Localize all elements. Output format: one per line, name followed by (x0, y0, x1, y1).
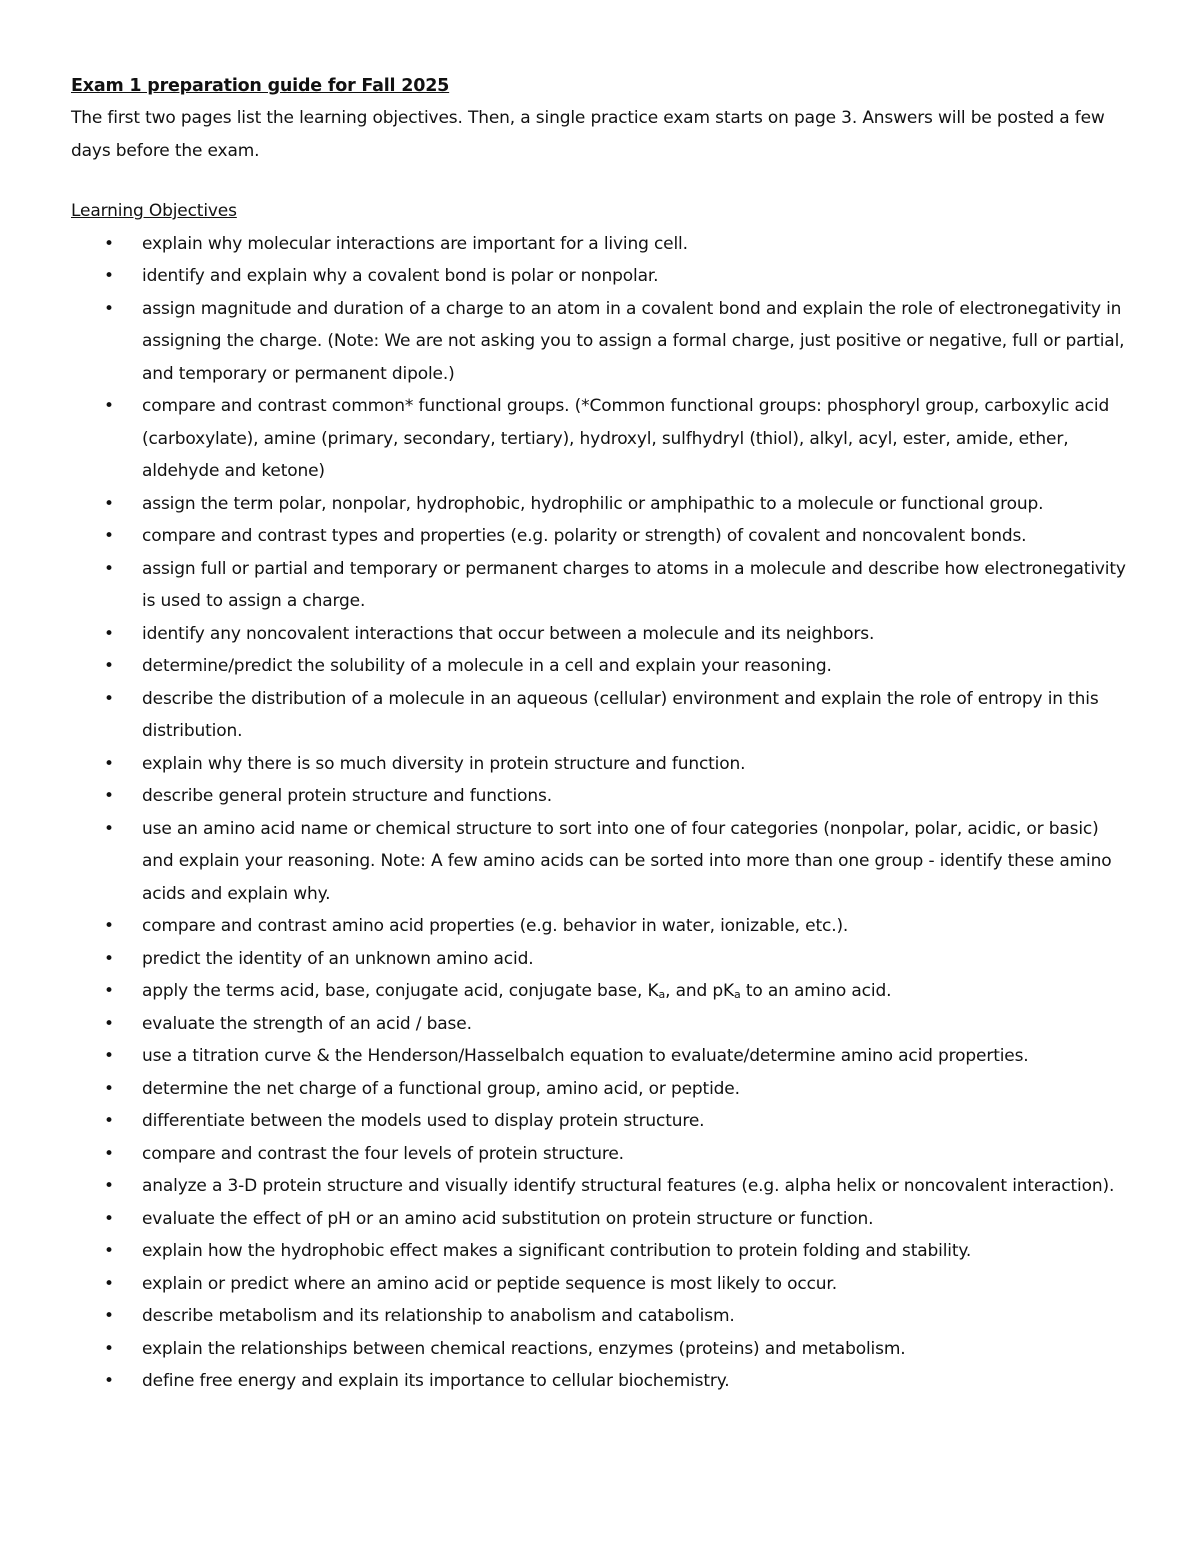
objective-text: compare and contrast common* functional groups. (*Common functional groups: phosphoryl group, carboxylic acid (carboxylate), amine (primary, secondary, tertiary), hydroxyl, sulfhydryl (thiol), alkyl, acyl, ester, amide, ether, aldehyde and ketone) (142, 396, 1110, 481)
list-item (71, 650, 1130, 683)
bullet-icon: • (104, 1338, 114, 1359)
objective-text: explain the relationships between chemical reactions, enzymes (proteins) and metabolism. (142, 1338, 906, 1359)
bullet-icon: • (104, 1273, 114, 1294)
list-item (71, 1203, 1130, 1236)
objective-text: assign full or partial and temporary or permanent charges to atoms in a molecule and describe how electronegativity is used to assign a charge. (142, 558, 1126, 611)
bullet-icon: • (104, 1241, 114, 1261)
bullet-icon: • (104, 1013, 114, 1034)
objective-text: define free energy and explain its importance to cellular biochemistry. (142, 1371, 730, 1391)
bullet-icon: • (104, 1176, 114, 1196)
objective-text: evaluate the strength of an acid / base. (142, 1013, 472, 1034)
section-heading-learning-objectives: Learning Objectives (71, 201, 237, 221)
list-item (71, 975, 1130, 1008)
list-item (71, 293, 1130, 391)
objective-text: determine/predict the solubility of a molecule in a cell and explain your reasoning. (142, 656, 832, 676)
objective-text: describe general protein structure and functions. (142, 786, 552, 806)
bullet-icon: • (104, 558, 114, 579)
bullet-icon: • (104, 786, 114, 806)
subscript-a: a (734, 988, 741, 1001)
objective-text: explain how the hydrophobic effect makes a significant contribution to protein folding and stability. (142, 1241, 972, 1261)
objective-text: evaluate the effect of pH or an amino acid substitution on protein structure or function. (142, 1208, 874, 1229)
bullet-icon: • (104, 1046, 114, 1066)
list-item (71, 1138, 1130, 1171)
bullet-icon: • (104, 298, 114, 319)
bullet-icon: • (104, 1078, 114, 1099)
bullet-icon: • (104, 493, 114, 514)
objective-text: use an amino acid name or chemical structure to sort into one of four categories (nonpolar, polar, acidic, or basic) and explain your reasoning. Note: A few amino acids can be sorted into more than one group - identify these amino acids and explain why. (142, 818, 1112, 904)
objective-text: compare and contrast amino acid properties (e.g. behavior in water, ionizable, etc.). (142, 916, 849, 936)
bullet-icon: • (104, 948, 114, 969)
list-item (71, 813, 1130, 911)
list-item (71, 1040, 1130, 1073)
objective-text: describe metabolism and its relationship to anabolism and catabolism. (142, 1306, 735, 1326)
list-item (71, 1300, 1130, 1333)
objective-text: identify and explain why a covalent bond is polar or nonpolar. (142, 266, 659, 286)
bullet-icon: • (104, 233, 114, 254)
list-item (71, 1268, 1130, 1301)
bullet-icon: • (104, 266, 114, 286)
bullet-icon: • (104, 753, 114, 774)
intro-paragraph: The first two pages list the learning objectives. Then, a single practice exam starts on page 3. Answers will be posted a few days before the exam. (71, 108, 1105, 161)
list-item (71, 943, 1130, 976)
objective-text: explain why there is so much diversity in protein structure and function. (142, 753, 746, 774)
bullet-icon: • (104, 396, 114, 416)
bullet-icon: • (104, 818, 114, 839)
list-item (71, 1235, 1130, 1268)
objective-text: use a titration curve & the Henderson/Hasselbalch equation to evaluate/determine amino acid properties. (142, 1046, 1029, 1066)
objective-text: explain why molecular interactions are important for a living cell. (142, 233, 688, 254)
bullet-icon: • (104, 1306, 114, 1326)
objective-text: compare and contrast the four levels of protein structure. (142, 1143, 624, 1164)
learning-objectives-list (71, 228, 1130, 1398)
bullet-icon: • (104, 526, 114, 546)
list-item (71, 618, 1130, 651)
objective-text-part: apply the terms acid, base, conjugate acid, conjugate base, K (142, 981, 659, 1001)
bullet-icon: • (104, 656, 114, 676)
list-item (71, 748, 1130, 781)
bullet-icon: • (104, 1111, 114, 1131)
document-title: Exam 1 preparation guide for Fall 2025 (71, 76, 450, 96)
list-item (71, 1170, 1130, 1203)
objective-text: identify any noncovalent interactions that occur between a molecule and its neighbors. (142, 623, 875, 644)
list-item (71, 1008, 1130, 1041)
objective-text: compare and contrast types and properties (e.g. polarity or strength) of covalent and noncovalent bonds. (142, 526, 1027, 546)
subscript-a: a (658, 988, 666, 1001)
list-item (71, 260, 1130, 293)
list-item (71, 520, 1130, 553)
list-item (71, 910, 1130, 943)
list-item (71, 683, 1130, 748)
objective-text: assign the term polar, nonpolar, hydrophobic, hydrophilic or amphipathic to a molecule or functional group. (142, 493, 1044, 514)
objective-text-part: to an amino acid. (740, 981, 892, 1001)
bullet-icon: • (104, 688, 114, 709)
objective-text: explain or predict where an amino acid or peptide sequence is most likely to occur. (142, 1273, 837, 1294)
objective-text: differentiate between the models used to display protein structure. (142, 1111, 705, 1131)
list-item (71, 780, 1130, 813)
list-item (71, 390, 1130, 488)
bullet-icon: • (104, 623, 114, 644)
bullet-icon: • (104, 1371, 114, 1391)
objective-text: assign magnitude and duration of a charge to an atom in a covalent bond and explain the role of electronegativity in assigning the charge. (Note: We are not asking you to assign a formal charge, just positive or negative, full or partial, and temporary or permanent dipole.) (142, 298, 1125, 384)
list-item (71, 1105, 1130, 1138)
objective-text (142, 981, 891, 1001)
bullet-icon: • (104, 981, 114, 1001)
bullet-icon: • (104, 1208, 114, 1229)
list-item (71, 1365, 1130, 1398)
list-item (71, 1073, 1130, 1106)
objective-text: predict the identity of an unknown amino acid. (142, 948, 534, 969)
objective-text-part: , and pK (665, 981, 735, 1001)
list-item (71, 228, 1130, 261)
list-item (71, 1333, 1130, 1366)
objective-text: describe the distribution of a molecule in an aqueous (cellular) environment and explain the role of entropy in this distribution. (142, 688, 1099, 741)
bullet-icon: • (104, 1143, 114, 1164)
objective-text: analyze a 3-D protein structure and visually identify structural features (e.g. alpha helix or noncovalent interaction). (142, 1176, 1115, 1196)
bullet-icon: • (104, 916, 114, 936)
list-item (71, 553, 1130, 618)
objective-text: determine the net charge of a functional group, amino acid, or peptide. (142, 1078, 740, 1099)
list-item (71, 488, 1130, 521)
